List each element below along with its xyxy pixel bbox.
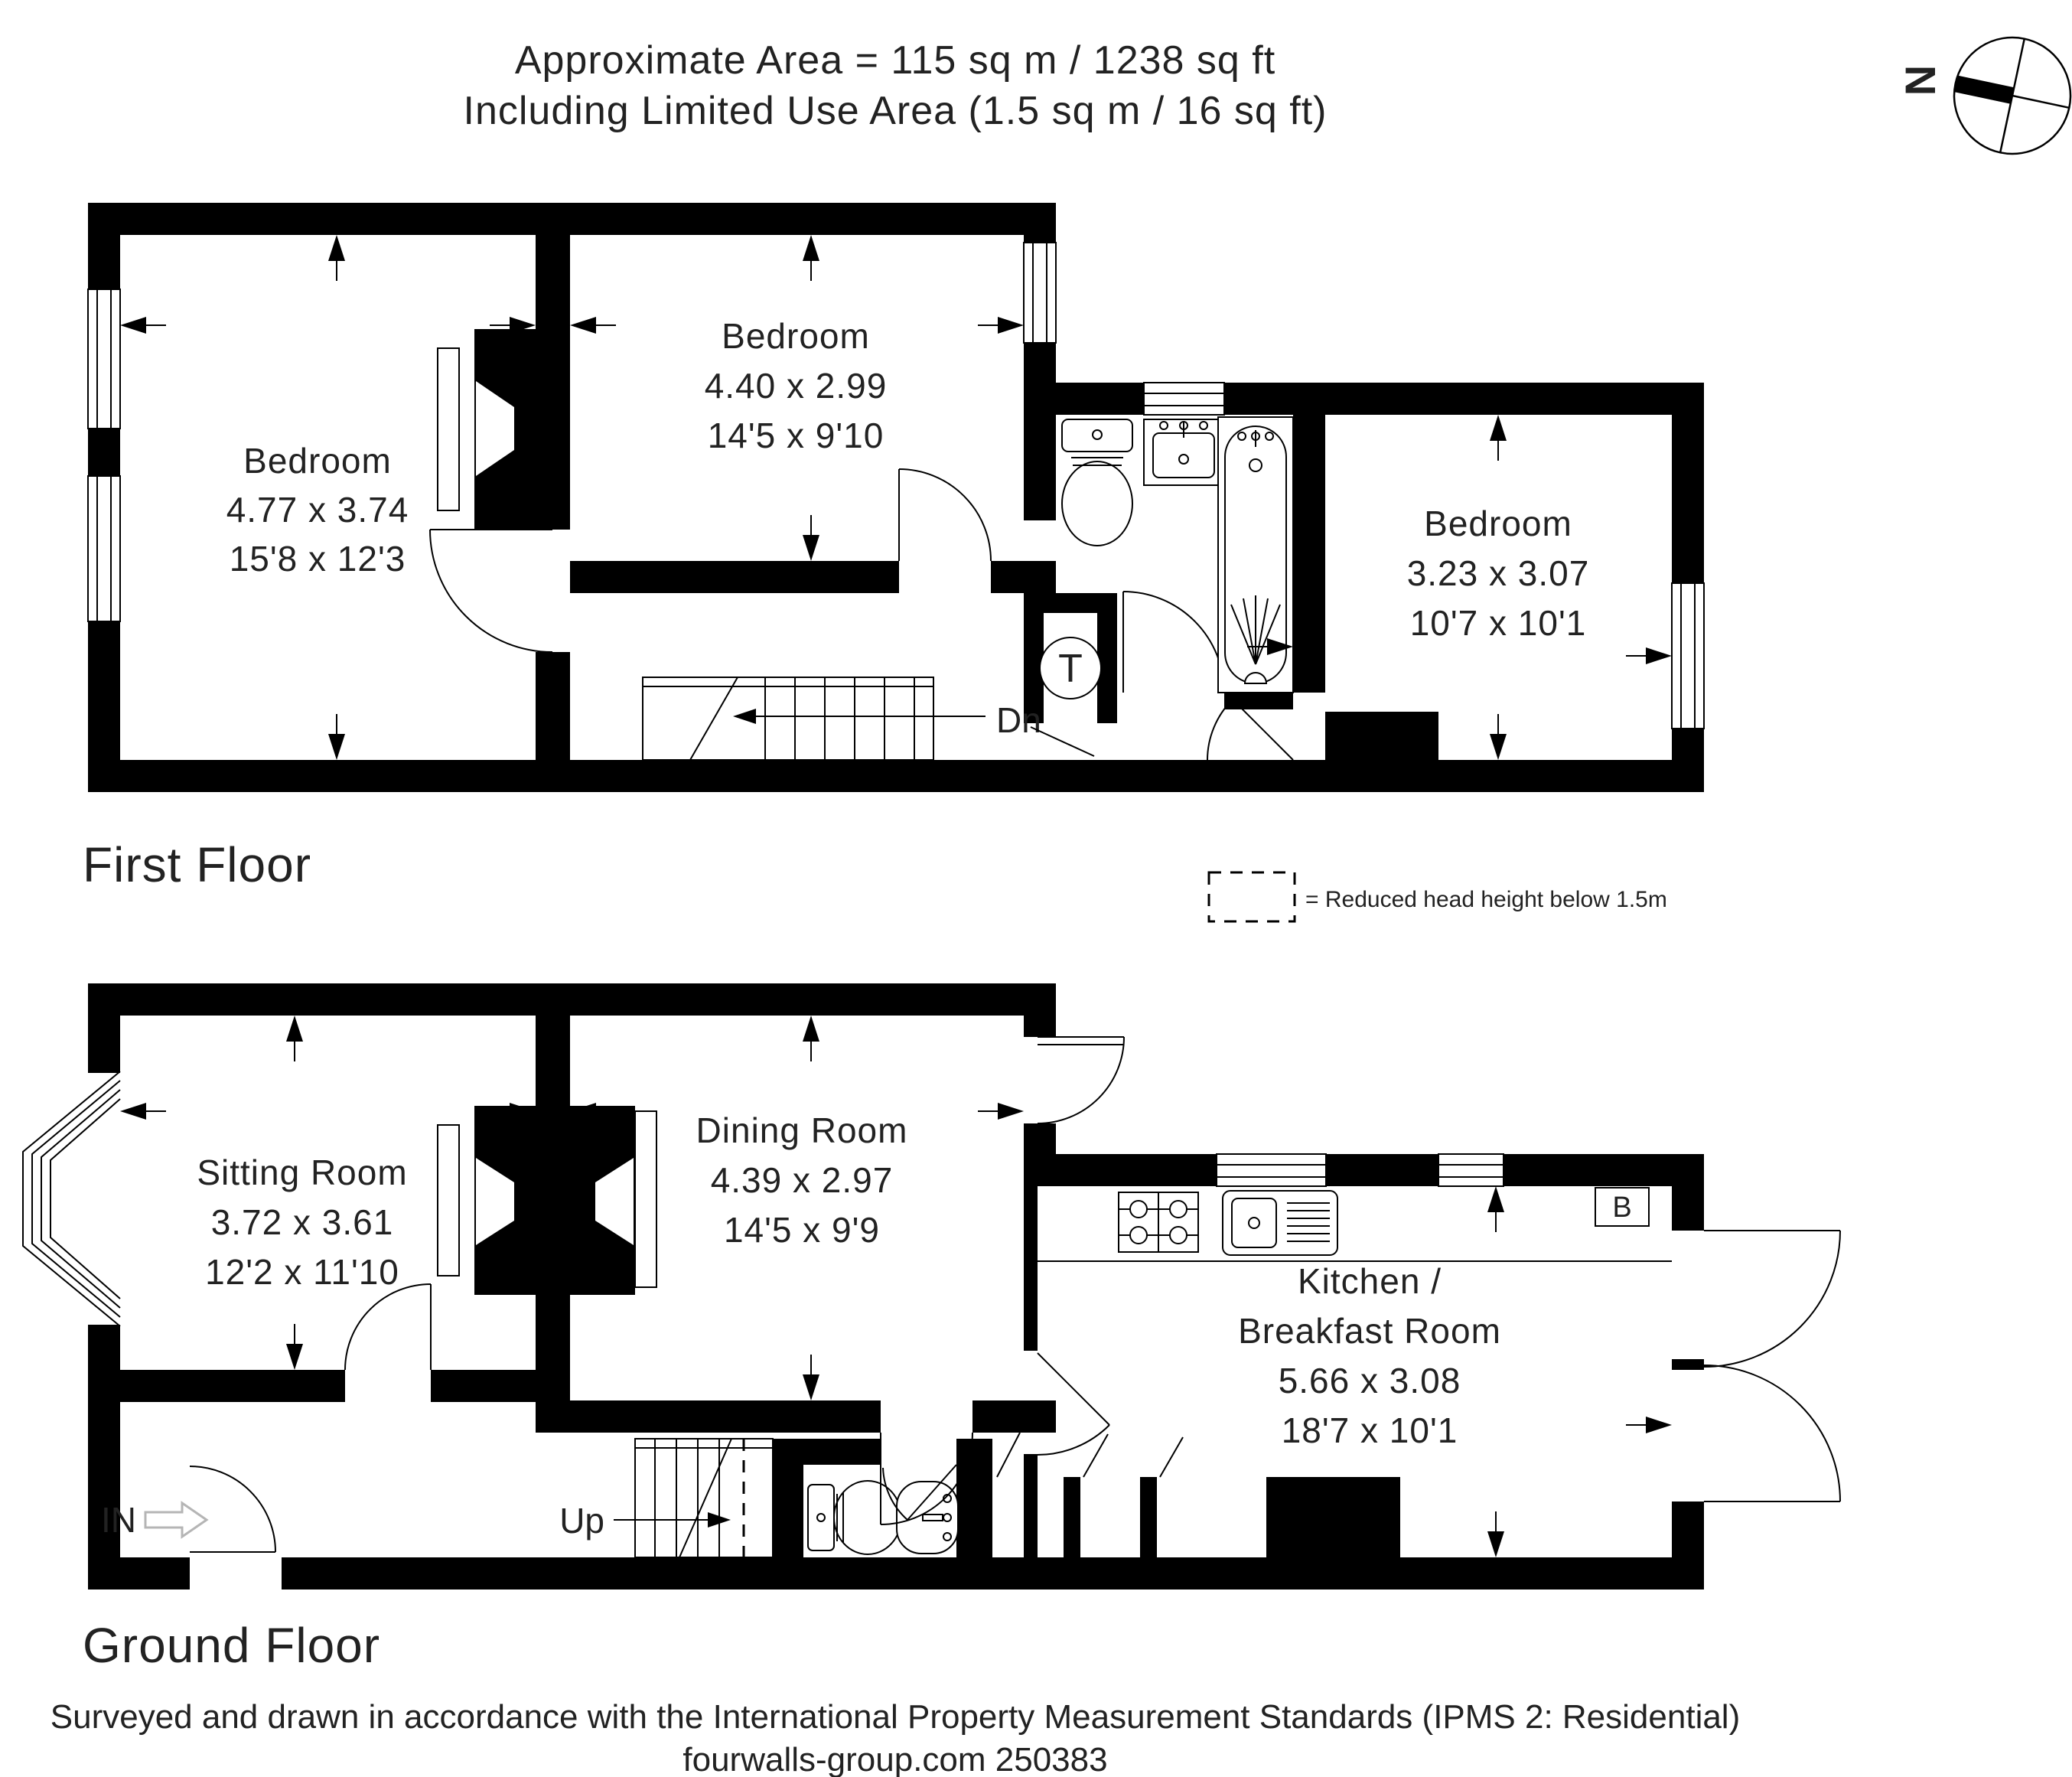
entrance-label: IN xyxy=(101,1500,136,1540)
basin-icon xyxy=(1144,419,1223,485)
window-bedroom3 xyxy=(1672,583,1704,729)
title-line1: Approximate Area = 115 sq m / 1238 sq ft xyxy=(514,38,1276,83)
first-floor-label: First Floor xyxy=(83,837,311,892)
hob-icon xyxy=(1119,1192,1198,1252)
fireplace-face-dining xyxy=(635,1111,656,1287)
sitting-room-name: Sitting Room xyxy=(197,1153,408,1192)
bedroom1-imperial: 15'8 x 12'3 xyxy=(229,539,406,579)
boiler xyxy=(1595,1188,1649,1226)
footer-line2: fourwalls-group.com 250383 xyxy=(683,1741,1108,1777)
footer-line1: Surveyed and drawn in accordance with the International Property Measurement Standards (IPMS 2: Residential) xyxy=(50,1698,1741,1736)
windows-first-floor xyxy=(88,243,1704,729)
door-bedroom1 xyxy=(430,530,552,652)
legend-text: = Reduced head height below 1.5m xyxy=(1305,887,1667,912)
boiler-label: B xyxy=(1612,1192,1632,1224)
chimney-breast-bedroom3 xyxy=(1325,712,1438,760)
bedroom2-metric: 4.40 x 2.99 xyxy=(704,366,888,406)
door-bathroom xyxy=(1123,592,1224,693)
door-dining-external xyxy=(1038,1037,1124,1123)
bedroom2-name: Bedroom xyxy=(722,316,870,356)
sitting-room-imperial: 12'2 x 11'10 xyxy=(205,1252,399,1292)
sitting-room-metric: 3.72 x 3.61 xyxy=(210,1202,394,1242)
title-line2: Including Limited Use Area (1.5 sq m / 16 sq ft) xyxy=(463,89,1328,133)
door-tank-cupboard xyxy=(1031,727,1094,756)
dining-room-imperial: 14'5 x 9'9 xyxy=(723,1210,881,1250)
kitchen-name-line1: Kitchen / xyxy=(1298,1261,1442,1301)
bathroom-fixtures xyxy=(1040,417,1293,699)
tank-cupboard xyxy=(1040,637,1101,699)
window-kitchen-2 xyxy=(1438,1154,1504,1186)
entrance-arrow-icon xyxy=(145,1503,207,1537)
door-cupboard-1 xyxy=(997,1433,1020,1477)
bedroom3-imperial: 10'7 x 10'1 xyxy=(1409,603,1587,643)
fireplace-face-sitting xyxy=(438,1125,459,1276)
toilet-icon xyxy=(1062,419,1132,546)
stairs-up-label: Up xyxy=(559,1501,604,1541)
legend xyxy=(1209,872,1667,921)
stairs-down-label: Dn xyxy=(996,700,1041,740)
window-kitchen-1 xyxy=(1217,1154,1326,1186)
fireplace-face-bedroom1 xyxy=(438,348,459,510)
doors-ground-floor xyxy=(190,1037,1840,1552)
bedroom3-name: Bedroom xyxy=(1424,504,1572,543)
door-cupboard-2 xyxy=(1083,1434,1108,1477)
window-bedroom2-side xyxy=(1024,243,1056,343)
tank-label: T xyxy=(1058,647,1083,691)
staircase-first-floor xyxy=(643,677,1041,760)
french-doors-kitchen xyxy=(1704,1231,1840,1501)
kitchen-metric: 5.66 x 3.08 xyxy=(1278,1361,1461,1400)
dining-room-name: Dining Room xyxy=(696,1110,908,1150)
kitchen-name-line2: Breakfast Room xyxy=(1238,1311,1501,1351)
legend-dashed-box-icon xyxy=(1209,872,1295,921)
door-cupboard-3 xyxy=(1160,1437,1183,1477)
sink-icon xyxy=(1223,1191,1337,1255)
bay-window-icon xyxy=(23,1071,120,1326)
bedroom1-name: Bedroom xyxy=(243,441,392,481)
bedroom1-metric: 4.77 x 3.74 xyxy=(226,490,409,530)
door-front-entrance xyxy=(190,1466,275,1552)
compass-icon xyxy=(1896,27,2072,165)
compass-north-label: N xyxy=(1896,64,1944,96)
dining-room-metric: 4.39 x 2.97 xyxy=(710,1160,894,1200)
door-sitting-room xyxy=(345,1284,431,1370)
chimney-breast-kitchen xyxy=(1266,1477,1400,1557)
staircase-ground-floor xyxy=(559,1439,773,1557)
title-block xyxy=(464,38,1328,133)
bedroom3-metric: 3.23 x 3.07 xyxy=(1406,553,1590,593)
window-bedroom1-lower xyxy=(88,476,120,621)
entrance xyxy=(101,1500,207,1540)
bedroom2-imperial: 14'5 x 9'10 xyxy=(707,416,885,455)
window-bedroom1-upper xyxy=(88,289,120,429)
window-bathroom xyxy=(1144,383,1224,415)
ground-floor-label: Ground Floor xyxy=(83,1618,381,1673)
labels-first-floor xyxy=(226,316,1590,643)
footer xyxy=(50,1698,1741,1777)
kitchen-fixtures xyxy=(1038,1188,1672,1261)
kitchen-imperial: 18'7 x 10'1 xyxy=(1281,1410,1458,1450)
wc-fixtures xyxy=(808,1481,958,1554)
door-bedroom2 xyxy=(899,469,991,561)
bathtub-icon xyxy=(1218,417,1293,693)
